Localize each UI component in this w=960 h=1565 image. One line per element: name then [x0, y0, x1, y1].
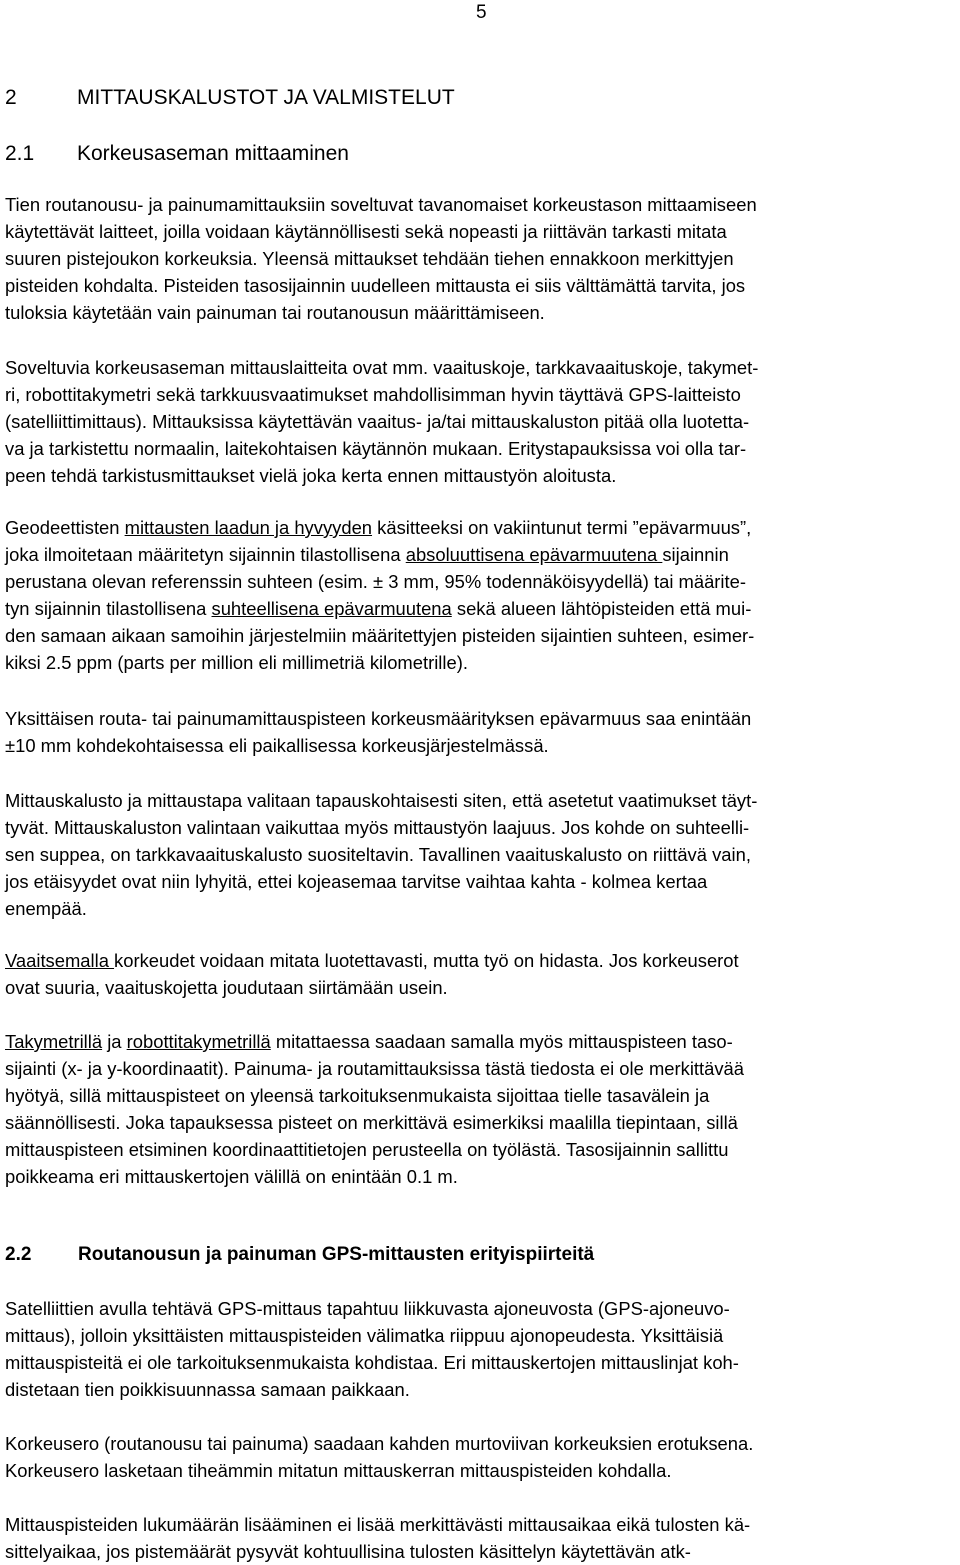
text-line: kiksi 2.5 ppm (parts per million eli millimetriä kilometrille).	[5, 652, 468, 674]
paragraph-4	[5, 705, 960, 759]
text-line: mittauspisteen etsiminen koordinaattitietojen perusteella on työlästä. Tasosijainnin sallittu	[5, 1139, 729, 1161]
text-line	[5, 541, 960, 568]
text-line: Mittauskalusto ja mittaustapa valitaan tapauskohtaisesti siten, että asetetut vaatimukset täyt-	[5, 790, 758, 811]
paragraph-7	[5, 1028, 960, 1191]
text-run: sekä alueen lähtöpisteiden että mui-	[451, 598, 752, 620]
chapter-title: MITTAUSKALUSTOT JA VALMISTELUT	[77, 86, 455, 109]
text-line: pisteiden kohdalta. Pisteiden tasosijainnin uudelleen mittausta ei siis välttämättä tarvita, jos	[5, 275, 746, 297]
text-line: sijainti (x- ja y-koordinaatit). Painuma- ja routamittauksissa tästä tiedosta ei ole merkittävää	[5, 1058, 745, 1080]
text-run: ja	[102, 1031, 127, 1052]
section-number: 2.1	[5, 142, 35, 165]
text-line	[5, 514, 960, 541]
text-run: mitattaessa saadaan samalla myös mittauspisteen taso-	[270, 1031, 733, 1052]
text-line: käytettävät laitteet, joilla voidaan käytännöllisesti sekä nopeasti ja riittävän tarkasti mitata	[5, 221, 727, 243]
paragraph-3	[5, 514, 960, 677]
underlined-term: robottitakymetrillä	[126, 1031, 271, 1052]
text-line: suuren pistejoukon korkeuksia. Yleensä mittaukset tehdään tiehen ennakkoon merkittyjen	[5, 248, 734, 270]
text-line: (satelliittimittaus). Mittauksissa käytettävän vaaitus- ja/tai mittauskaluston pitää olla luotetta-	[5, 411, 750, 433]
text-line: hyötyä, sillä mittauspisteet on yleensä tarkoituksenmukaista sijoittaa tielle tasavälein ja	[5, 1085, 710, 1107]
paragraph-10	[5, 1511, 960, 1565]
section-heading-2-2	[5, 1244, 594, 1266]
text-line: tuloksia käytetään vain painuman tai routanousun määrittämiseen.	[5, 302, 545, 324]
paragraph-2	[5, 354, 960, 489]
paragraph-8	[5, 1295, 960, 1403]
text-line: tyvät. Mittauskaluston valintaan vaikuttaa myös mittaustyön laajuus. Jos kohde on suhteelli-	[5, 817, 750, 839]
text-line: mittaus), jolloin yksittäisten mittauspisteiden välimatka riippuu ajonopeudesta. Yksittäisiä	[5, 1325, 724, 1347]
text-line: enempää.	[5, 898, 87, 920]
text-line	[5, 595, 960, 622]
text-line: peen tehdä tarkistusmittaukset vielä joka kerta ennen mittaustyön aloitusta.	[5, 465, 617, 487]
underlined-term: absoluuttisena epävarmuutena	[405, 544, 663, 566]
underlined-term: suhteellisena epävarmuutena	[211, 598, 452, 620]
text-line: Yksittäisen routa- tai painumamittauspisteen korkeusmäärityksen epävarmuus saa enintään	[5, 708, 752, 729]
text-line: Soveltuvia korkeusaseman mittauslaitteita ovat mm. vaaituskoje, tarkkavaaituskoje, takymet-	[5, 357, 759, 378]
text-line: Mittauspisteiden lukumäärän lisääminen ei lisää merkittävästi mittausaikaa eikä tulosten kä-	[5, 1514, 751, 1535]
text-line: Tien routanousu- ja painumamittauksiin soveltuvat tavanomaiset korkeustason mittaamiseen	[5, 194, 757, 215]
text-line: jos etäisyydet ovat niin lyhyitä, ettei kojeasemaa tarvitse vaihtaa kahta - kolmea kertaa	[5, 871, 708, 893]
text-line: den samaan aikaan samoihin järjestelmiin määritettyjen pisteiden sijaintien suhteen, esimer-	[5, 625, 755, 647]
underlined-term: Vaaitsemalla	[5, 950, 115, 971]
text-line: mittauspisteitä ei ole tarkoituksenmukaista kohdistaa. Eri mittauskertojen mittauslinjat koh-	[5, 1352, 739, 1374]
paragraph-5	[5, 787, 960, 922]
section-title: Korkeusaseman mittaaminen	[77, 142, 349, 165]
text-run: tyn sijainnin tilastollisena	[5, 598, 212, 620]
section-heading-2-1	[5, 142, 349, 166]
text-line: ri, robottitakymetri sekä tarkkuusvaatimukset mahdollisimman hyvin täyttävä GPS-laitteisto	[5, 384, 741, 406]
paragraph-1	[5, 191, 960, 326]
section-title: Routanousun ja painuman GPS-mittausten erityispiirteitä	[78, 1244, 595, 1265]
text-run: Geodeettisten	[5, 517, 125, 538]
text-line: Satelliittien avulla tehtävä GPS-mittaus tapahtuu liikkuvasta ajoneuvosta (GPS-ajoneuvo-	[5, 1298, 730, 1319]
text-line: sen suppea, on tarkkavaaituskalusto suositeltavin. Tavallinen vaaituskalusto on riittävä vain,	[5, 844, 751, 866]
chapter-heading	[5, 86, 455, 110]
text-line: perustana olevan referenssin suhteen (esim. ± 3 mm, 95% todennäköisyydellä) tai määrite-	[5, 571, 746, 593]
text-run: korkeudet voidaan mitata luotettavasti, mutta työ on hidasta. Jos korkeuserot	[114, 950, 739, 971]
chapter-number: 2	[5, 86, 17, 109]
underlined-term: Takymetrillä	[5, 1031, 103, 1052]
text-line: ovat suuria, vaaituskojetta joudutaan siirtämään usein.	[5, 977, 448, 999]
paragraph-6	[5, 947, 960, 1001]
text-line	[5, 947, 960, 974]
text-line: Korkeusero lasketaan tiheämmin mitatun mittauskerran mittauspisteiden kohdalla.	[5, 1460, 672, 1482]
text-line: distetaan tien poikkisuunnassa samaan paikkaan.	[5, 1379, 410, 1401]
text-line: va ja tarkistettu normaalin, laitekohtaisen käytännön mukaan. Eritystapauksissa voi olla tar-	[5, 438, 747, 460]
text-line	[5, 1028, 960, 1055]
text-line: Korkeusero (routanousu tai painuma) saadaan kahden murtoviivan korkeuksien erotuksena.	[5, 1433, 754, 1454]
text-line: poikkeama eri mittauskertojen välillä on enintään 0.1 m.	[5, 1166, 458, 1188]
text-run: sijainnin	[662, 544, 729, 566]
page-number: 5	[476, 2, 487, 23]
text-line: säännöllisesti. Joka tapauksessa pisteet on merkittävä esimerkiksi maalilla tiepintaan, sillä	[5, 1112, 738, 1134]
section-number: 2.2	[5, 1244, 32, 1265]
text-line: ±10 mm kohdekohtaisessa eli paikallisessa korkeusjärjestelmässä.	[5, 735, 549, 757]
text-run: käsitteeksi on vakiintunut termi ”epävarmuus”,	[372, 517, 752, 538]
paragraph-9	[5, 1430, 960, 1484]
underlined-term: mittausten laadun ja hyvyyden	[124, 517, 373, 538]
text-run: joka ilmoitetaan määritetyn sijainnin tilastollisena	[5, 544, 406, 566]
text-line: sittelyaikaa, jos pistemäärät pysyvät kohtuullisina tulosten käsittelyn käytettävän atk-	[5, 1541, 691, 1563]
